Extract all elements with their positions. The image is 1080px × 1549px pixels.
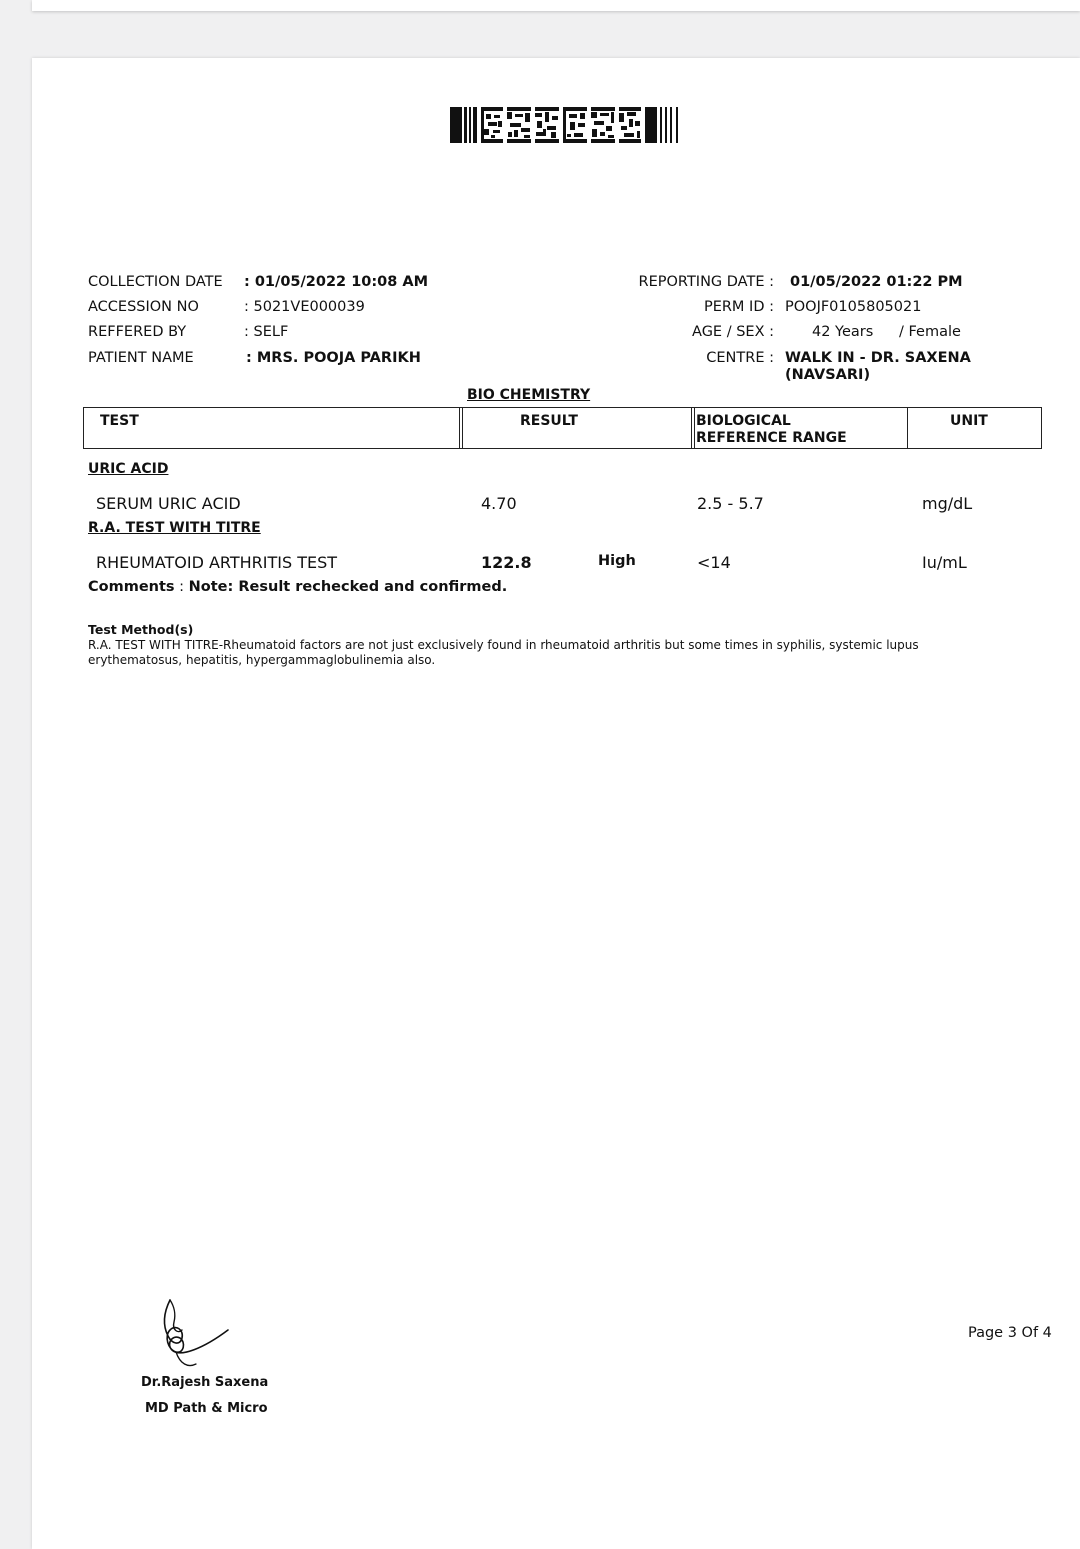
reporting-date-value: 01/05/2022 01:22 PM: [790, 274, 963, 290]
sex-value: / Female: [899, 324, 961, 340]
page-number: Page 3 Of 4: [968, 1325, 1052, 1341]
centre-value-line1: WALK IN - DR. SAXENA: [785, 350, 971, 366]
column-divider: [907, 408, 908, 448]
header-result: RESULT: [520, 413, 578, 429]
referred-by-label: REFFERED BY: [88, 324, 187, 340]
doctor-name: Dr.Rajesh Saxena: [141, 1375, 269, 1390]
accession-value: : 5021VE000039: [244, 299, 365, 315]
row-flag-high: High: [598, 553, 636, 569]
collection-date-label: COLLECTION DATE: [88, 274, 223, 290]
comments-label: Comments: [88, 579, 175, 595]
comments-line: [88, 579, 507, 595]
row-test-name: SERUM URIC ACID: [96, 494, 241, 513]
results-table-header: [83, 407, 1042, 449]
comments-text: Note: Result rechecked and confirmed.: [188, 579, 508, 595]
row-test-name: RHEUMATOID ARTHRITIS TEST: [96, 553, 338, 572]
row-result: 4.70: [481, 494, 517, 513]
age-value: 42 Years: [812, 324, 874, 340]
header-test: TEST: [100, 413, 139, 429]
department-title: BIO CHEMISTRY: [467, 387, 591, 403]
centre-value-line2: (NAVSARI): [785, 367, 871, 383]
row-unit: Iu/mL: [922, 553, 967, 572]
row-range: 2.5 - 5.7: [697, 494, 764, 513]
report-page: [32, 58, 1080, 1549]
centre-label: CENTRE :: [706, 350, 774, 366]
header-range-line2: REFERENCE RANGE: [696, 430, 847, 446]
barcode-image: [450, 107, 684, 145]
section-title-ra-test: R.A. TEST WITH TITRE: [88, 520, 261, 536]
test-method-text: R.A. TEST WITH TITRE-Rheumatoid factors are not just exclusively found in rheumatoid arthritis but some times in syphilis, systemic lupus erythematosus, hepatitis, hypergammaglobulinemia also.: [88, 638, 919, 667]
comments-separator: :: [179, 579, 185, 595]
row-range: <14: [697, 553, 731, 572]
column-divider: [459, 408, 460, 448]
perm-id-value: POOJF0105805021: [785, 299, 922, 315]
header-unit: UNIT: [950, 413, 988, 429]
column-divider: [462, 408, 463, 448]
patient-name-label: PATIENT NAME: [88, 350, 194, 366]
row-result: 122.8: [481, 553, 532, 572]
previous-page-edge: [32, 0, 1080, 11]
column-divider: [694, 408, 695, 448]
collection-date-value: : 01/05/2022 10:08 AM: [244, 274, 429, 290]
referred-by-value: : SELF: [244, 324, 289, 340]
reporting-date-label: REPORTING DATE :: [638, 274, 774, 290]
row-unit: mg/dL: [922, 494, 973, 513]
section-title-uric-acid: URIC ACID: [88, 461, 169, 477]
signature-image: [158, 1294, 238, 1374]
patient-name-value: : MRS. POOJA PARIKH: [246, 350, 421, 366]
header-range-line1: BIOLOGICAL: [696, 413, 791, 429]
age-sex-label: AGE / SEX :: [692, 324, 774, 340]
doctor-qualification: MD Path & Micro: [145, 1401, 268, 1416]
perm-id-label: PERM ID :: [703, 299, 774, 315]
column-divider: [691, 408, 692, 448]
accession-label: ACCESSION NO: [88, 299, 199, 315]
test-method-title: Test Method(s): [88, 622, 194, 637]
